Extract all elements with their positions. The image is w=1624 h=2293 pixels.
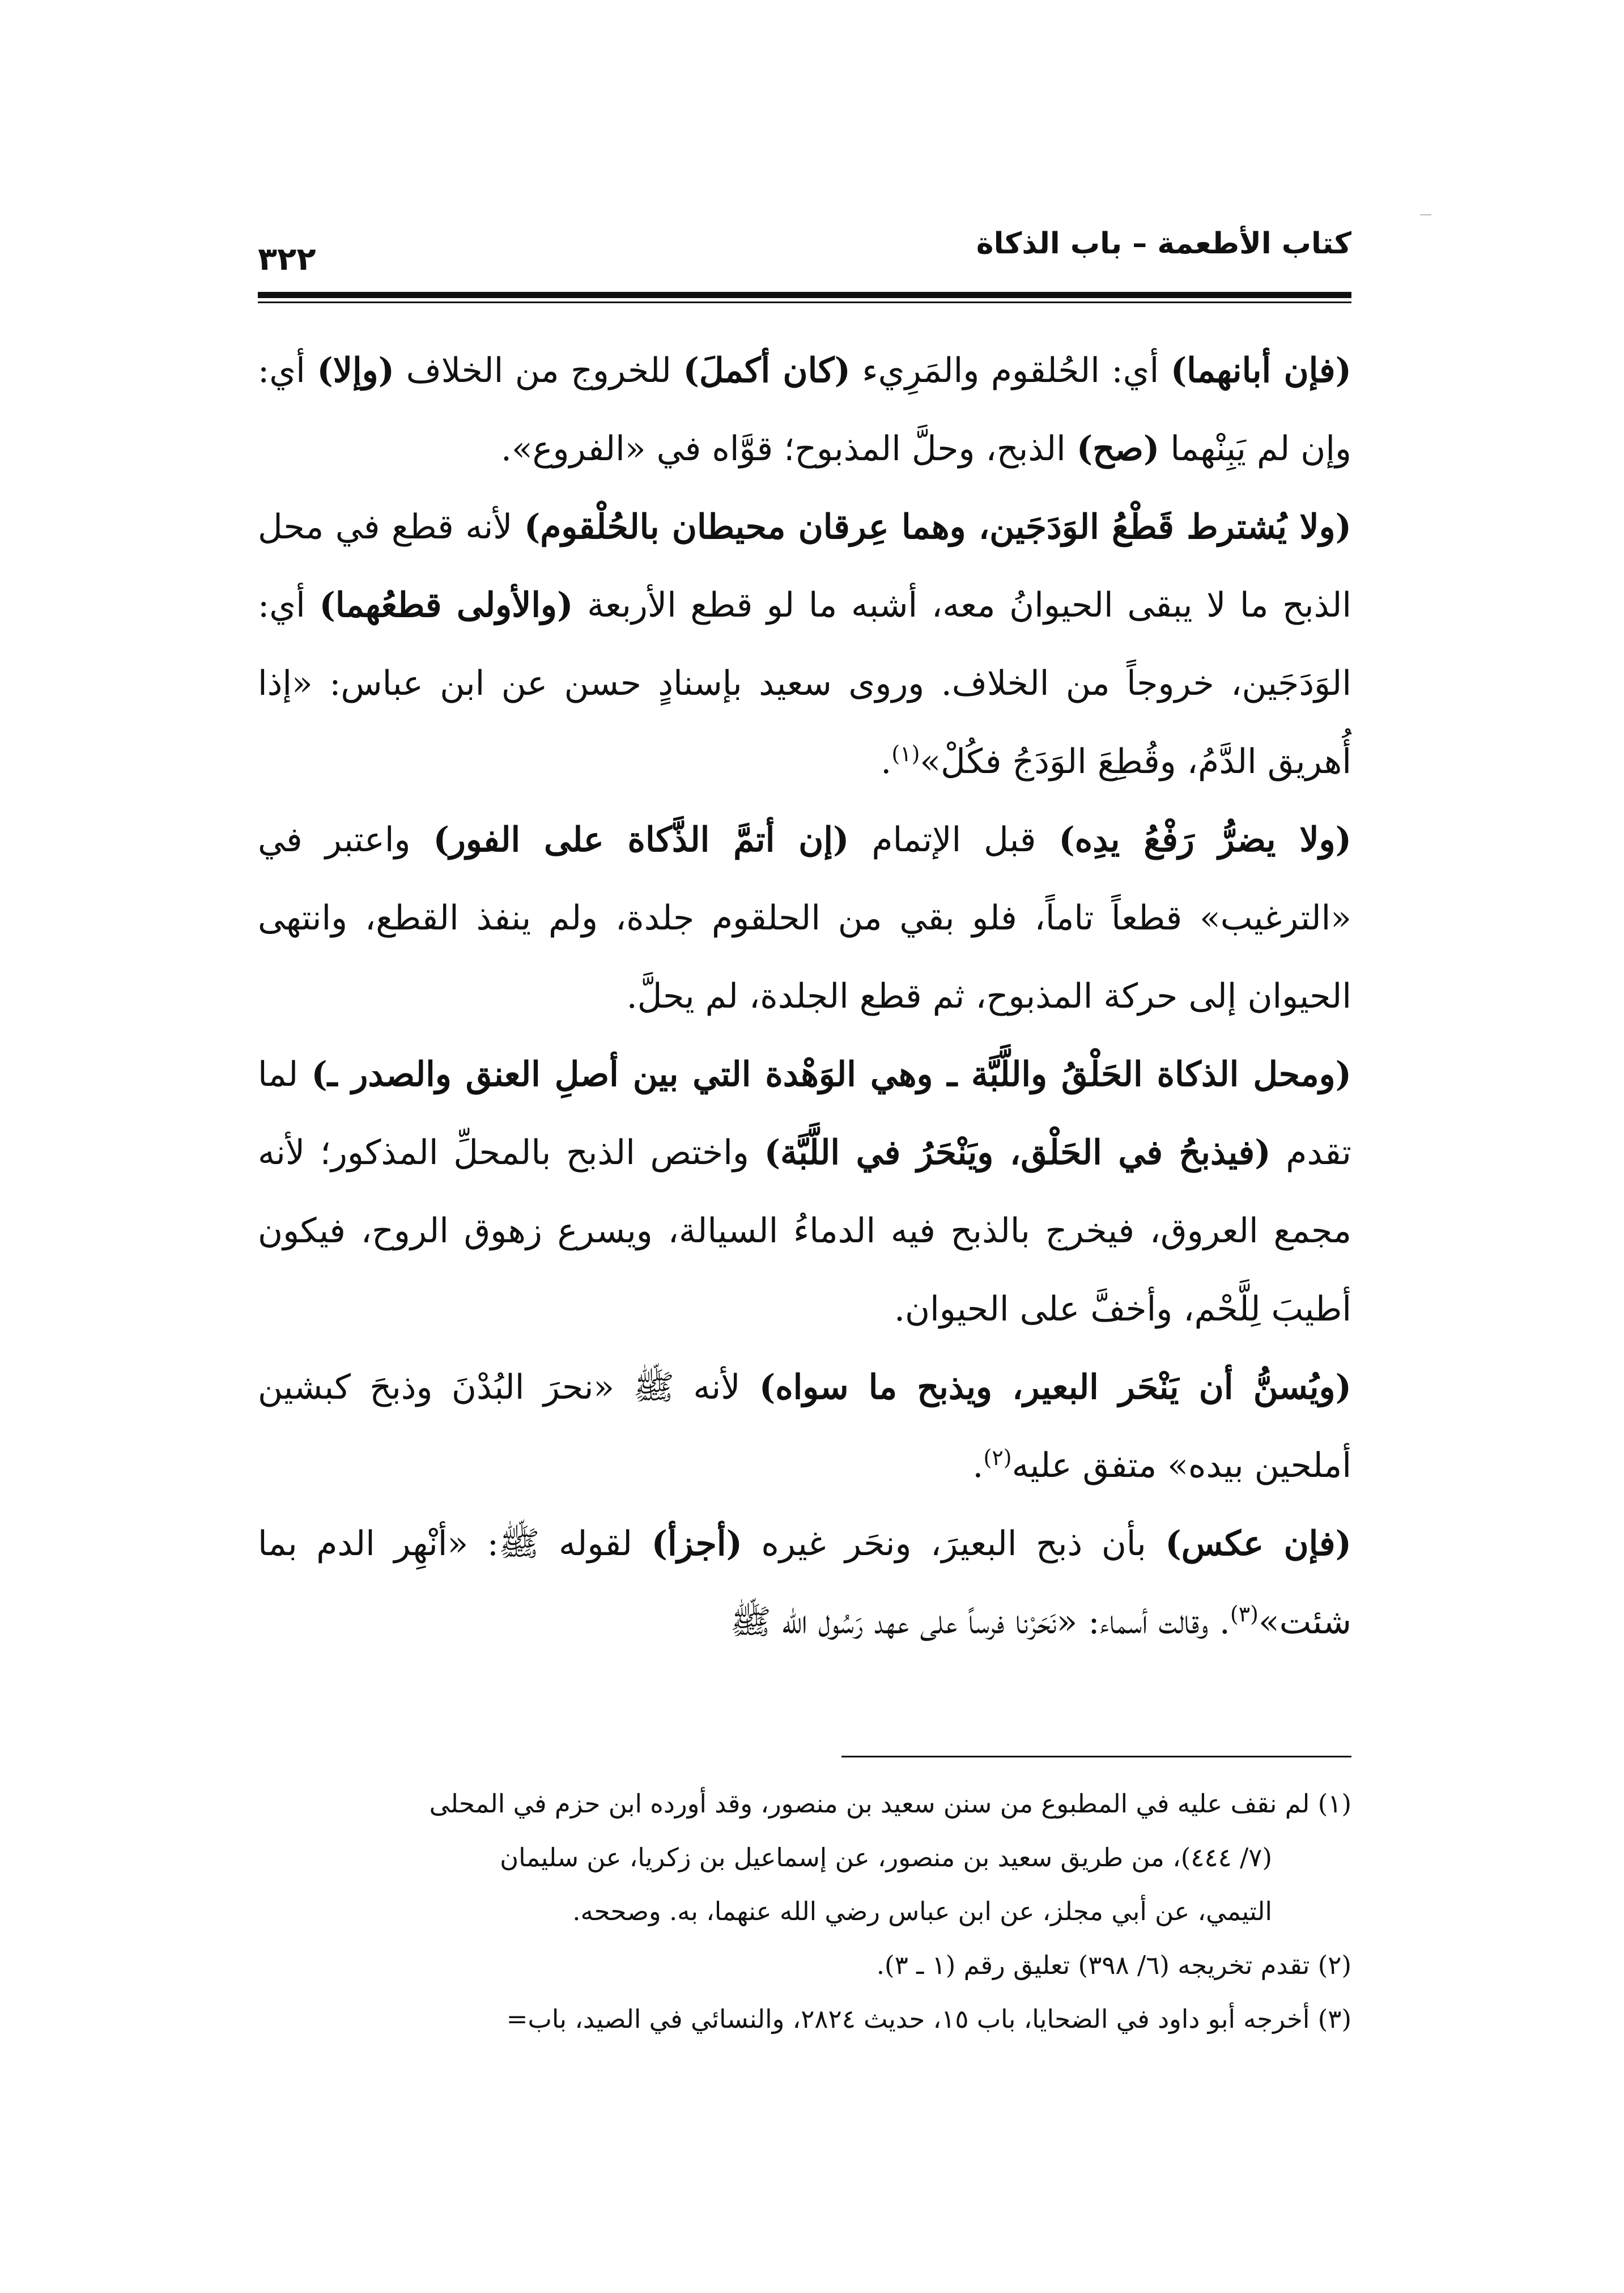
matn-text: (ومحل الذكاة الحَلْقُ واللَّبَّة ـ وهي الوَهْدة التي بين أصلِ العنق والصدر ـ) bbox=[311, 1055, 1351, 1094]
sharh-text: لقوله ﷺ: «أنْهِر الدم بما شئت» bbox=[258, 1524, 1351, 1642]
footnote-line: (٧/ ٤٤٤)، من طريق سعيد بن منصور، عن إسماعيل بن زكريا، عن سليمان bbox=[500, 1842, 1272, 1872]
page-header bbox=[258, 224, 1351, 298]
sharh-text: . bbox=[881, 742, 892, 782]
footnote-line: (٢) تقدم تخريجه (٦/ ٣٩٨) تعليق رقم (١ ـ ٣). bbox=[876, 1950, 1351, 1980]
paragraph bbox=[258, 1348, 1351, 1505]
sharh-text: قبل الإتمام bbox=[849, 820, 1059, 860]
matn-text: (ويُسنُّ أن يَنْحَر البعير، ويذبح ما سواه) bbox=[759, 1368, 1351, 1407]
sharh-text: أي: الوَدَجَين، خروجاً من الخلاف. وروى سعيد بإسنادٍ حسن عن ابن عباس: «إذا أُهريق الدَّمُ، وقُطِعَ الوَدَجُ فكُلْ» bbox=[258, 585, 1351, 782]
header-double-rule bbox=[258, 292, 1351, 303]
sharh-text: لما تقدم bbox=[258, 1055, 1352, 1173]
sharh-text: لأنه قطع في محل الذبح ما لا يبقى الحيوانُ معه، أشبه ما لو قطع الأربعة bbox=[258, 507, 1352, 625]
footnote-ref: (٢) bbox=[983, 1445, 1012, 1470]
sharh-text: بأن ذبح البعيرَ، ونحَر غيره bbox=[742, 1524, 1166, 1564]
running-title: كتاب الأطعمة – باب الذكاة bbox=[976, 227, 1351, 261]
paragraph bbox=[258, 1505, 1351, 1661]
footnote-ref: (٣) bbox=[1230, 1602, 1259, 1627]
matn-text: (ولا يضرُّ رَفْعُ يدِه) bbox=[1058, 820, 1351, 860]
footnote-line: التيمي، عن أبي مجلز، عن ابن عباس رضي الله عنهما، به. وصححه. bbox=[572, 1896, 1272, 1926]
sharh-text: أي: وإن لم يَبِنْهما bbox=[258, 351, 1351, 469]
paragraph bbox=[258, 332, 1351, 488]
matn-text: (أجزأ) bbox=[651, 1524, 742, 1564]
matn-text: (فإن عكس) bbox=[1165, 1524, 1351, 1564]
main-text bbox=[258, 332, 1351, 1661]
matn-text: (كان أكملَ) bbox=[683, 351, 851, 390]
footnote-line: (٣) أخرجه أبو داود في الضحايا، باب ١٥، حديث ٢٨٢٤، والنسائي في الصيد، باب= bbox=[506, 2004, 1351, 2034]
footnote-line: (١) لم نقف عليه في المطبوع من سنن سعيد بن منصور، وقد أورده ابن حزم في المحلى bbox=[429, 1789, 1351, 1819]
matn-text: (فيذبحُ في الحَلْق، ويَنْحَرُ في اللَّبَّة) bbox=[764, 1133, 1271, 1173]
sharh-text: . bbox=[972, 1446, 984, 1485]
sharh-text: واعتبر في «الترغيب» قطعاً تاماً، فلو بقي من الحلقوم جلدة، ولم ينفذ القطع، وانتهى الحيوان إلى حركة المذبوح، ثم قطع الجلدة، لم يحلَّ. bbox=[258, 820, 1351, 1016]
footnote-separator bbox=[841, 1756, 1351, 1757]
matn-text: (صح) bbox=[1076, 429, 1160, 469]
matn-text: (فإن أبانهما) bbox=[1170, 351, 1352, 390]
footnote-ref: (١) bbox=[891, 741, 920, 766]
sharh-text: للخروج من الخلاف bbox=[394, 351, 683, 390]
sharh-text: واختص الذبح بالمحلِّ المذكور؛ لأنه مجمع العروق، فيخرج بالذبح فيه الدماءُ السيالة، ويسرع زهوق الروح، فيكون أطيبَ لِلَّحْم، وأخفَّ على الحيوان. bbox=[258, 1133, 1351, 1329]
sharh-text: أي: الحُلقوم والمَرِيء bbox=[850, 351, 1171, 390]
scan-speck bbox=[1420, 214, 1431, 215]
footnotes bbox=[258, 1777, 1351, 2046]
matn-text: (والأولى قطعُهما) bbox=[319, 585, 573, 625]
paragraph bbox=[258, 488, 1351, 801]
paragraph bbox=[258, 1035, 1351, 1348]
matn-text: (ولا يُشترط قَطْعُ الوَدَجَين، وهما عِرقان محيطان بالحُلْقوم) bbox=[524, 507, 1351, 547]
sharh-text: لأنه ﷺ «نحرَ البُدْنَ وذبحَ كبشين أملحين بيده» متفق عليه bbox=[258, 1368, 1351, 1485]
sharh-text: الذبح، وحلَّ المذبوح؛ قوَّاه في «الفروع». bbox=[500, 429, 1077, 469]
paragraph bbox=[258, 801, 1351, 1035]
matn-text: (وإلا) bbox=[317, 351, 395, 390]
matn-text: (إن أتمَّ الذَّكاة على الفور) bbox=[433, 820, 849, 860]
sharh-text: . وقالت أسماء: «نَحَرْنا فرساً على عهد رَسُول الله ﷺ bbox=[730, 1602, 1230, 1642]
page-number: ٣٢٢ bbox=[258, 241, 316, 278]
